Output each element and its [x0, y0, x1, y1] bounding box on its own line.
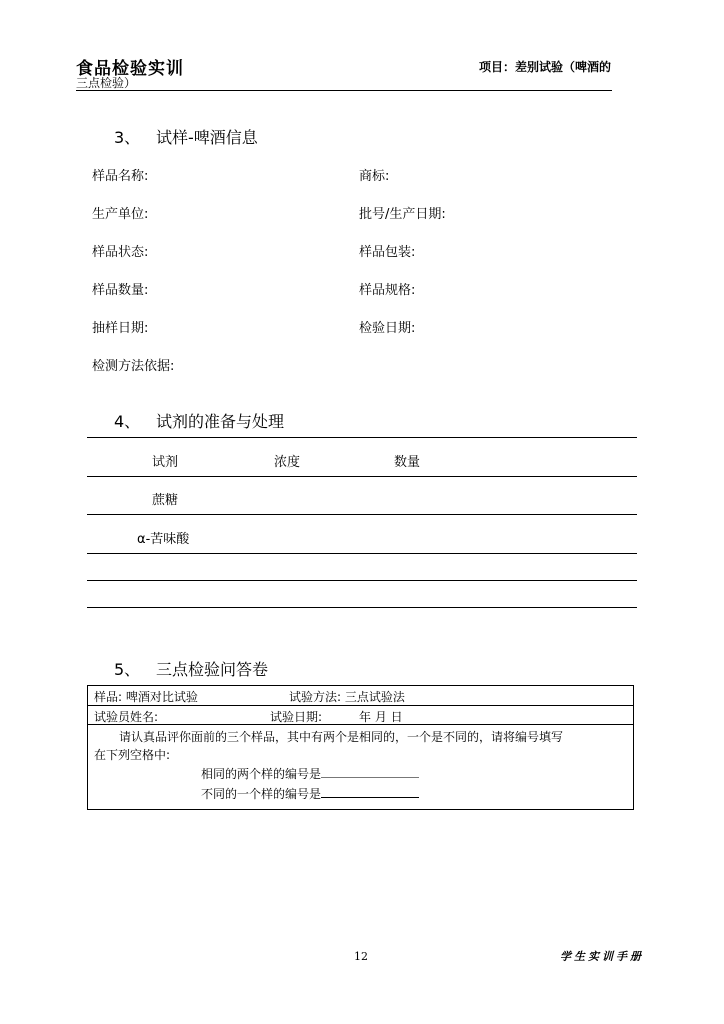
- section4-number: 4、: [114, 412, 141, 431]
- section5-heading: [114, 657, 268, 680]
- q-sample-label: 样品: 啤酒对比试验: [94, 690, 198, 704]
- field-producer: 生产单位:: [92, 207, 149, 222]
- header-subtitle: 三点检验）: [76, 76, 137, 90]
- diff-number-blank[interactable]: [321, 786, 419, 798]
- table-cell-reagent: α-苦味酸: [137, 532, 190, 547]
- q-instruction-line1: 请认真品评你面前的三个样品，其中有两个是相同的，一个是不同的，请将编号填写: [119, 730, 564, 744]
- section3-number: 3、: [114, 128, 141, 147]
- section4-heading: [114, 409, 284, 432]
- q-same-label: 相同的两个样的编号是: [201, 767, 322, 781]
- questionnaire-divider: [87, 724, 634, 725]
- field-test-date: 检验日期:: [359, 321, 416, 336]
- table-rule: [87, 580, 637, 581]
- q-tester-label: 试验员姓名:: [94, 710, 159, 724]
- field-batch: 批号/生产日期:: [359, 207, 446, 222]
- q-instruction-line2: 在下列空格中:: [94, 748, 171, 762]
- q-date-label: 试验日期:: [270, 710, 323, 724]
- questionnaire-divider: [87, 705, 634, 706]
- q-method-label: 试验方法: 三点试验法: [289, 690, 405, 704]
- field-package: 样品包装:: [359, 245, 416, 260]
- q-diff-row: [201, 785, 419, 802]
- field-sampling-date: 抽样日期:: [92, 321, 149, 336]
- q-date-units: 年 月 日: [359, 710, 403, 724]
- table-rule-top: [87, 437, 637, 438]
- section3-heading: [114, 125, 258, 148]
- field-spec: 样品规格:: [359, 283, 416, 298]
- footer-manual: 学生实训手册: [560, 950, 644, 963]
- section5-number: 5、: [114, 660, 141, 679]
- table-header-concentration: 浓度: [274, 455, 301, 470]
- table-rule: [87, 476, 637, 477]
- table-header-reagent: 试剂: [152, 455, 179, 470]
- field-quantity: 样品数量:: [92, 283, 149, 298]
- header-divider: [76, 90, 612, 91]
- field-method-basis: 检测方法依据:: [92, 359, 175, 374]
- table-cell-reagent: 蔗糖: [152, 493, 179, 508]
- header-project: 项目：差别试验（啤酒的: [478, 60, 611, 74]
- field-brand: 商标:: [359, 169, 390, 184]
- field-sample-name: 样品名称:: [92, 169, 149, 184]
- q-same-row: [201, 765, 419, 782]
- section3-title: 试样-啤酒信息: [156, 128, 258, 147]
- section4-title: 试剂的准备与处理: [156, 412, 285, 431]
- section5-title: 三点检验问答卷: [156, 660, 269, 679]
- q-diff-label: 不同的一个样的编号是: [201, 787, 322, 801]
- field-state: 样品状态:: [92, 245, 149, 260]
- table-rule: [87, 553, 637, 554]
- table-rule-bottom: [87, 607, 637, 608]
- header-title: 食品检验实训: [76, 59, 184, 79]
- table-rule: [87, 514, 637, 515]
- same-number-blank[interactable]: [321, 766, 419, 778]
- table-header-quantity: 数量: [394, 455, 421, 470]
- page-number: 12: [354, 950, 368, 963]
